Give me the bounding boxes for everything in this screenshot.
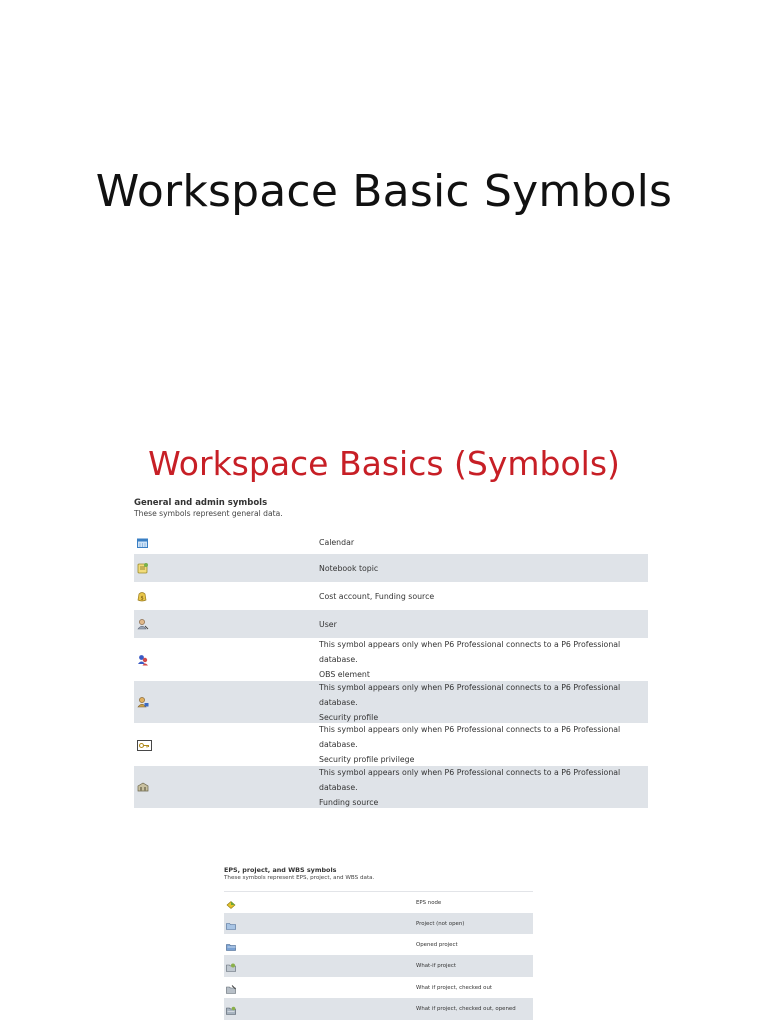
general-heading: General and admin symbols [134, 498, 268, 508]
user-icon [137, 615, 149, 634]
table-row [134, 554, 648, 582]
section-title: Workspace Basics (Symbols) [148, 444, 620, 483]
table-row [134, 582, 648, 610]
eps-heading: EPS, project, and WBS symbols [224, 866, 337, 874]
row-text: Cost account, Funding source [319, 591, 435, 601]
table-row [224, 913, 533, 934]
what-if-checked-out-opened-icon [226, 1000, 236, 1019]
table-row [224, 955, 533, 977]
row-text: What-if project [416, 963, 456, 969]
obs-element-icon [137, 651, 149, 670]
what-if-project-icon [226, 957, 236, 976]
row-text: What if project, checked out, opened [416, 1006, 516, 1012]
table-row [134, 638, 648, 681]
slide-title: Workspace Basic Symbols [95, 166, 673, 217]
row-text: Project (not open) [416, 920, 465, 927]
eps-symbols-table [224, 866, 533, 1020]
svg-text:$: $ [140, 595, 144, 602]
row-text: This symbol appears only when P6 Professional connects to a P6 Professional database. [319, 767, 621, 792]
row-text: What if project, checked out [416, 984, 492, 991]
row-text: EPS node [416, 899, 442, 906]
table-row [224, 892, 533, 913]
table-row [134, 681, 648, 723]
row-subtext: Funding source [319, 797, 379, 807]
table-row [224, 934, 533, 955]
table-row [134, 766, 648, 808]
security-profile-icon [137, 693, 149, 712]
row-text: This symbol appears only when P6 Professional connects to a P6 Professional database. [319, 682, 621, 707]
opened-project-icon [226, 936, 236, 955]
table-row [134, 610, 648, 638]
eps-rows [224, 891, 533, 1020]
row-text: This symbol appears only when P6 Professional connects to a P6 Professional database. [319, 725, 621, 749]
eps-node-icon [226, 894, 236, 913]
row-text: Calendar [319, 537, 355, 547]
row-subtext: Security profile [319, 712, 379, 722]
table-row [134, 723, 648, 766]
what-if-checked-out-icon [226, 979, 236, 998]
row-text: User [319, 619, 337, 629]
general-rows [134, 530, 648, 808]
row-subtext: Security profile privilege [319, 755, 415, 764]
notebook-topic-icon [137, 559, 149, 578]
general-subheading: These symbols represent general data. [134, 509, 283, 518]
project-folder-icon [226, 915, 236, 934]
cost-account-icon [137, 587, 147, 606]
table-row [224, 998, 533, 1020]
row-subtext: OBS element [319, 670, 370, 679]
row-text: Notebook topic [319, 563, 379, 573]
general-symbols-table [134, 498, 648, 808]
calendar-icon [137, 533, 148, 552]
eps-subheading: These symbols represent EPS, project, and WBS data. [224, 875, 375, 881]
row-text: This symbol appears only when P6 Professional connects to a P6 Professional database. [319, 640, 621, 664]
table-row [134, 530, 648, 554]
row-text: Opened project [416, 941, 458, 948]
security-privilege-icon [137, 736, 152, 755]
table-row [224, 977, 533, 998]
funding-source-icon [137, 778, 149, 797]
